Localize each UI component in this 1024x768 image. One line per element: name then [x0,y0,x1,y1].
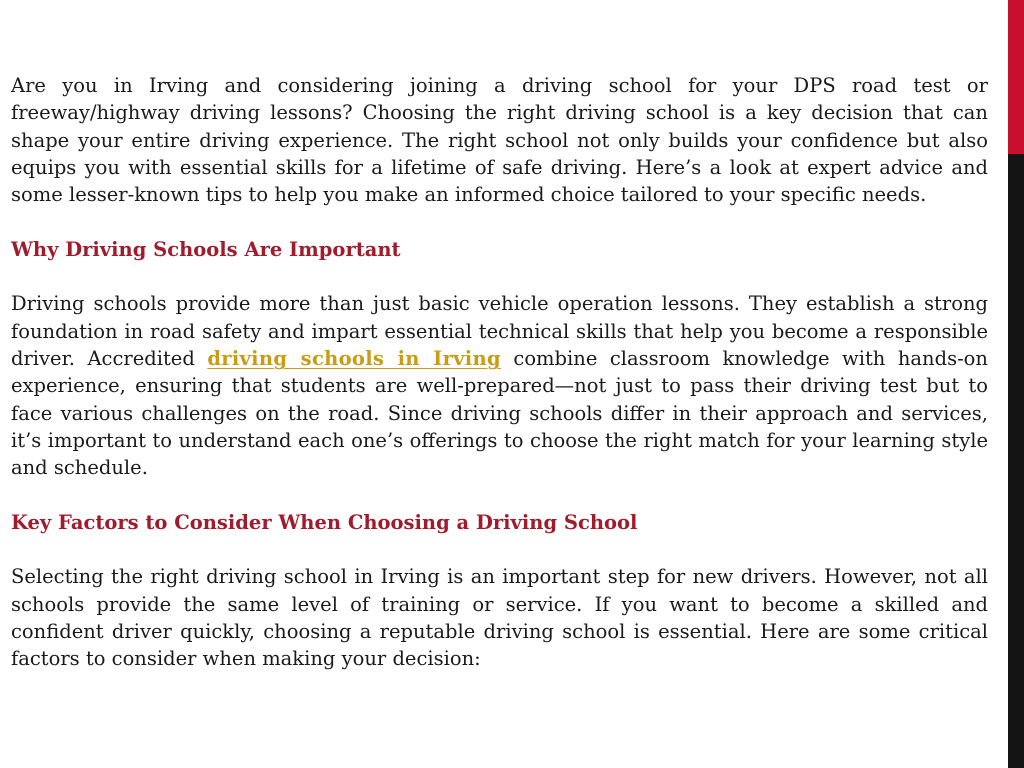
importance-paragraph [11,290,988,481]
section-heading-importance: Why Driving Schools Are Important [11,237,401,261]
importance-text-after-link: combine classroom knowledge with hands-on experience, ensuring that students are well-prepared—not just to pass their driving test but to face various challenges on the road. Since driving schools differ in their approach and services, it’s important to understand each one’s offerings to choose the right match for your learning style and schedule. [11,346,988,480]
section-heading-key-factors: Key Factors to Consider When Choosing a Driving School [11,510,638,534]
slide-content [11,72,988,700]
intro-paragraph: Are you in Irving and considering joining a driving school for your DPS road test or freeway/highway driving lessons? Choosing the right driving school is a key decision that can shape your entire driving experience. The right school not only builds your confidence but also equips you with essential skills for a lifetime of safe driving. Here’s a look at expert advice and some lesser-known tips to help you make an informed choice tailored to your specific needs. [11,74,988,207]
key-factors-paragraph: Selecting the right driving school in Irving is an important step for new drivers. However, not all schools provide the same level of training or service. If you want to become a skilled and confident driver quickly, choosing a reputable driving school is essential. Here are some critical factors to consider when making your decision: [11,565,988,671]
driving-schools-irving-link[interactable]: driving schools in Irving [207,346,501,370]
importance-text-before-link: Driving schools provide more than just basic vehicle operation lessons. They establish a strong foundation in road safety and impart essential technical skills that help you become a responsible driver. Accredited [11,292,988,370]
accent-bar-black [1008,154,1024,768]
accent-bar-red [1008,0,1024,154]
